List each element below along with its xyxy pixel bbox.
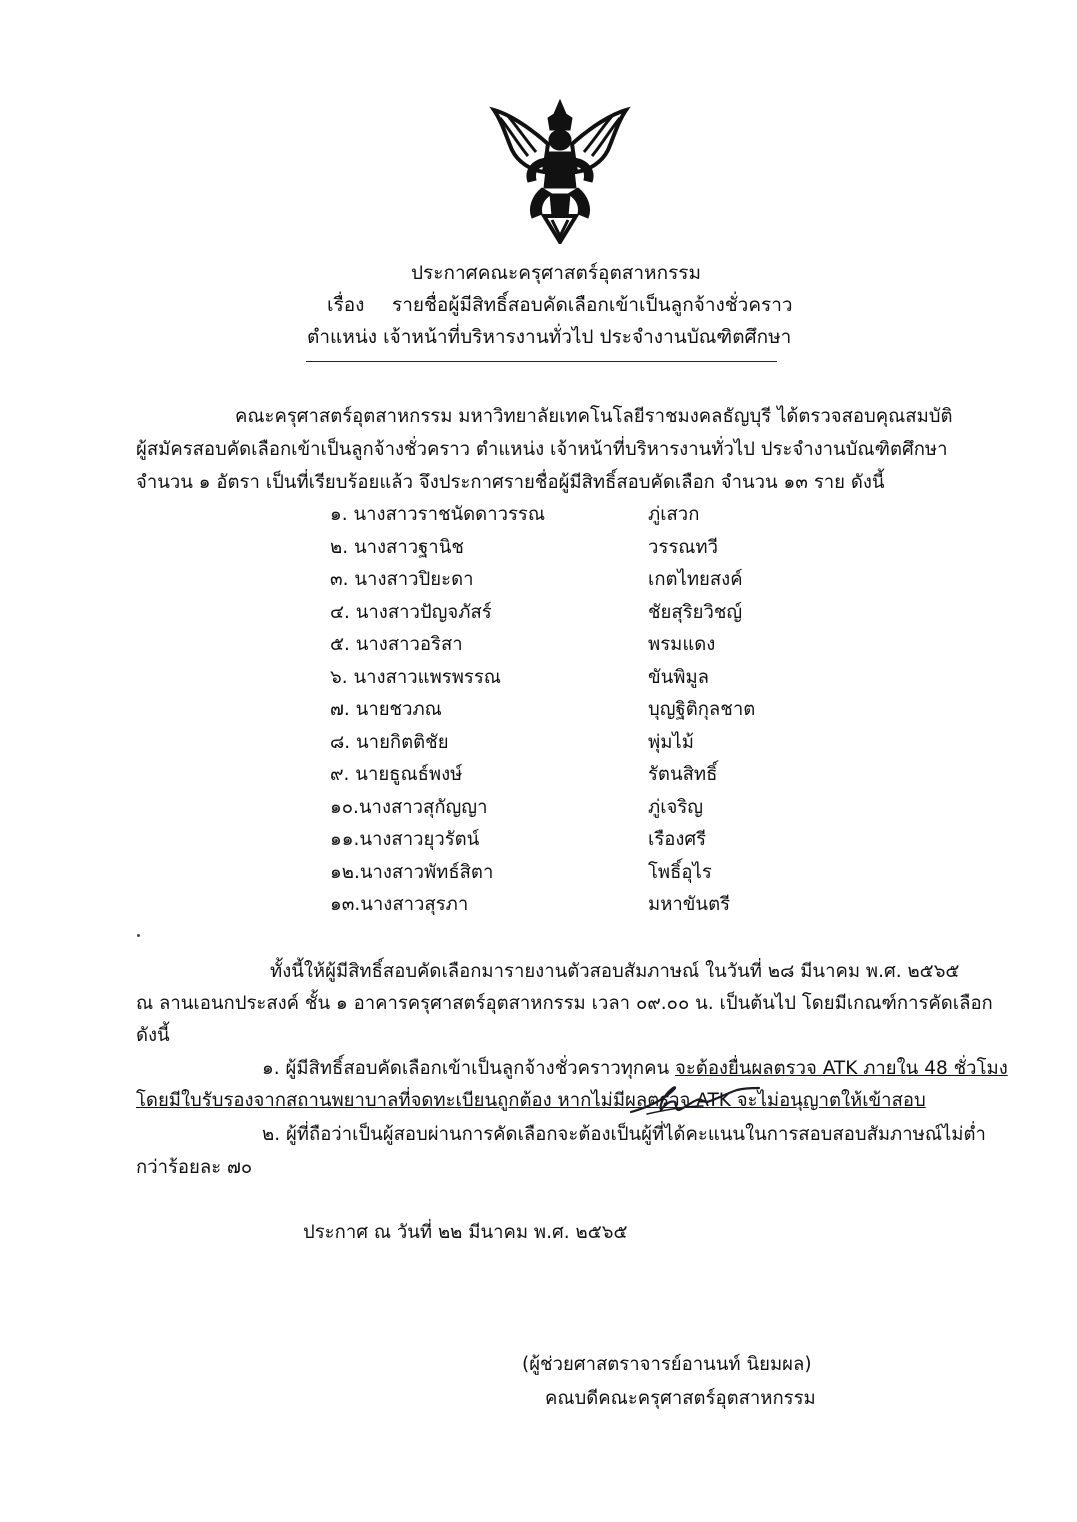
subject-text: รายชื่อผู้มีสิทธิ์สอบคัดเลือกเข้าเป็นลูกจ้างชั่วคราว bbox=[392, 294, 793, 316]
signatory-name: (ผู้ช่วยศาสตราจารย์อานนท์ นิยมผล) bbox=[522, 1354, 812, 1375]
garuda-emblem-icon bbox=[488, 96, 632, 244]
criterion-1-line-2: โดยมีใบรับรองจากสถานพยาบาลที่จดทะเบียนถูกต้อง หากไม่มีผลตรวจ ATK จะไม่อนุญาตให้เข้าสอบ bbox=[136, 1090, 926, 1111]
candidate-last-name: เกตไทยสงค์ bbox=[648, 569, 743, 590]
candidate-last-name: พุ่มไม้ bbox=[648, 731, 694, 753]
candidate-first-name: ๖. นางสาวแพรพรรณ bbox=[330, 666, 501, 688]
list-item bbox=[330, 760, 830, 792]
interview-line-2: ณ ลานเอนกประสงค์ ชั้น ๑ อาคารครุศาสตร์อุตสาหกรรม เวลา ๐๙.๐๐ น. เป็นต้นไป โดยมีเกณฑ์การคัดเลือก bbox=[136, 993, 993, 1014]
intro-line-2: ผู้สมัครสอบคัดเลือกเข้าเป็นลูกจ้างชั่วคราว ตำแหน่ง เจ้าหน้าที่บริหารงานทั่วไป ประจำงานบัณฑิตศึกษา bbox=[136, 439, 948, 460]
candidate-first-name: ๘. นายกิตติชัย bbox=[330, 731, 449, 753]
candidate-first-name: ๓. นางสาวปิยะดา bbox=[330, 569, 474, 590]
candidate-first-name: ๑๓.นางสาวสุรภา bbox=[330, 894, 469, 915]
list-item bbox=[330, 533, 830, 565]
header-divider bbox=[306, 361, 777, 362]
list-item bbox=[330, 565, 830, 597]
list-item bbox=[330, 825, 830, 857]
candidate-last-name: รัตนสิทธิ์ bbox=[648, 764, 718, 785]
subject-label: เรื่อง bbox=[327, 294, 365, 316]
stray-mark bbox=[137, 934, 140, 937]
candidate-first-name: ๑๒.นางสาวพัทธ์สิตา bbox=[330, 861, 494, 883]
criterion-2-line-2: กว่าร้อยละ ๗๐ bbox=[136, 1157, 253, 1178]
candidate-last-name: วรรณทวี bbox=[648, 536, 719, 558]
criterion-1-text: ๑. ผู้มีสิทธิ์สอบคัดเลือกเข้าเป็นลูกจ้างชั่วคราวทุกคน bbox=[262, 1058, 676, 1079]
intro-line-3: จำนวน ๑ อัตรา เป็นที่เรียบร้อยแล้ว จึงประกาศรายชื่อผู้มีสิทธิ์สอบคัดเลือก จำนวน ๑๓ ราย ดังนี้ bbox=[136, 472, 885, 493]
candidate-last-name: ภู่เจริญ bbox=[648, 796, 704, 818]
list-item bbox=[330, 630, 830, 662]
candidate-last-name: ขันพิมูล bbox=[648, 666, 710, 688]
candidate-first-name: ๙. นายธูณธ์พงษ์ bbox=[330, 764, 463, 785]
list-item bbox=[330, 858, 830, 890]
candidate-last-name: เรืองศรี bbox=[648, 829, 707, 850]
list-item bbox=[330, 500, 830, 532]
list-item bbox=[330, 598, 830, 630]
candidate-first-name: ๑๐.นางสาวสุกัญญา bbox=[330, 796, 488, 818]
intro-line-1: คณะครุศาสตร์อุตสาหกรรม มหาวิทยาลัยเทคโนโลยีราชมงคลธัญบุรี ได้ตรวจสอบคุณสมบัติ bbox=[235, 406, 953, 427]
candidate-first-name: ๑๑.นางสาวยุวรัตน์ bbox=[330, 829, 480, 850]
announcement-title: ประกาศคณะครุศาสตร์อุตสาหกรรม bbox=[411, 262, 702, 284]
candidate-first-name: ๒. นางสาวฐานิช bbox=[330, 536, 464, 558]
position-line: ตำแหน่ง เจ้าหน้าที่บริหารงานทั่วไป ประจำงานบัณฑิตศึกษา bbox=[307, 326, 792, 348]
list-item bbox=[330, 890, 830, 922]
candidate-last-name: บุญฐิติกุลชาต bbox=[648, 699, 756, 720]
candidate-first-name: ๕. นางสาวอริสา bbox=[330, 634, 463, 655]
candidate-last-name: พรมแดง bbox=[648, 634, 716, 655]
candidate-first-name: ๔. นางสาวปัญจภัสร์ bbox=[330, 601, 492, 623]
announcement-date: ประกาศ ณ วันที่ ๒๒ มีนาคม พ.ศ. ๒๕๖๕ bbox=[303, 1222, 628, 1243]
candidate-first-name: ๗. นายชวภณ bbox=[330, 699, 442, 720]
list-item bbox=[330, 793, 830, 825]
signature bbox=[625, 1080, 765, 1122]
list-item bbox=[330, 663, 830, 695]
candidate-first-name: ๑. นางสาวราชนัดดาวรรณ bbox=[330, 504, 546, 525]
candidate-last-name: โพธิ์อุไร bbox=[648, 861, 712, 883]
criterion-2-line-1: ๒. ผู้ที่ถือว่าเป็นผู้สอบผ่านการคัดเลือกจะต้องเป็นผู้ที่ได้คะแนนในการสอบสอบสัมภาษณ์ไม่ต่ำ bbox=[262, 1124, 986, 1145]
list-item bbox=[330, 695, 830, 727]
candidate-last-name: มหาขันตรี bbox=[648, 894, 731, 915]
list-item bbox=[330, 728, 830, 760]
candidate-last-name: ชัยสุริยวิชญ์ bbox=[648, 601, 743, 623]
interview-line-3: ดังนี้ bbox=[136, 1025, 170, 1046]
signatory-title: คณบดีคณะครุศาสตร์อุตสาหกรรม bbox=[545, 1388, 816, 1409]
candidate-last-name: ภู่เสวก bbox=[648, 504, 700, 525]
interview-line-1: ทั้งนี้ให้ผู้มีสิทธิ์สอบคัดเลือกมารายงานตัวสอบสัมภาษณ์ ในวันที่ ๒๘ มีนาคม พ.ศ. ๒๕๖๕ bbox=[270, 961, 960, 982]
criterion-1-line-1 bbox=[262, 1054, 1008, 1083]
criterion-1-underlined: จะต้องยื่นผลตรวจ ATK ภายใน 48 ชั่วโมง bbox=[675, 1058, 1008, 1079]
